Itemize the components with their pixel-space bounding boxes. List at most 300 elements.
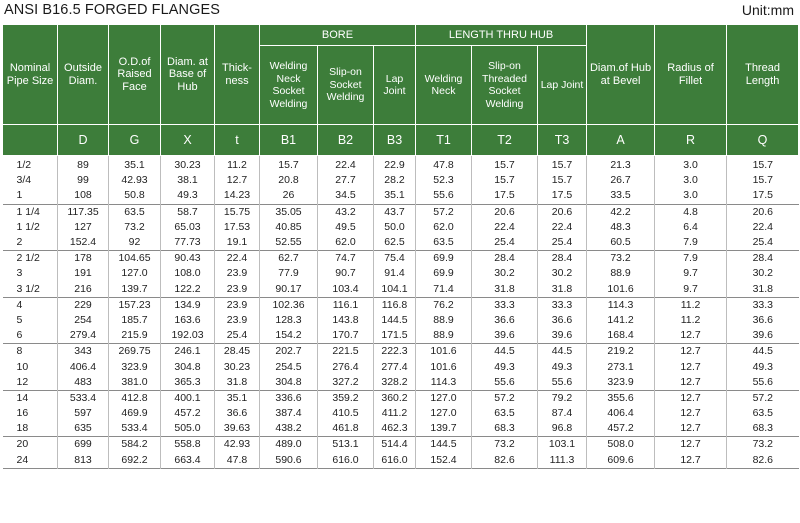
header-hub-lap-joint: Lap Joint [538, 46, 587, 125]
symbol-cell: X [161, 125, 215, 156]
symbol-cell: B2 [318, 125, 374, 156]
table-cell: 813 [58, 453, 109, 469]
pipe-size-cell: 12 [16, 375, 29, 388]
symbol-cell: R [655, 125, 727, 156]
table-row [3, 156, 799, 174]
table-body [3, 156, 799, 469]
symbol-cell: B3 [374, 125, 416, 156]
table-cell: 343 [58, 344, 109, 360]
pipe-size-cell: 16 [16, 407, 29, 420]
table-cell: 20.8 [260, 173, 318, 188]
table-cell: 28.2 [374, 173, 416, 188]
table-cell: 44.5 [727, 344, 799, 360]
table-cell: 73.2 [472, 437, 538, 453]
header-bore-lap-joint: Lap Joint [374, 46, 416, 125]
pipe-size-cell: 1 1/2 [16, 220, 40, 233]
table-cell: 15.7 [472, 173, 538, 188]
header-hub-bevel-diam: Diam.of Hub at Bevel [587, 25, 655, 125]
table-cell: 17.53 [215, 220, 260, 235]
header-thickness: Thick- ness [215, 25, 260, 125]
table-cell: 134.9 [161, 297, 215, 313]
table-cell: 144.5 [374, 313, 416, 328]
table-cell: 14.23 [215, 188, 260, 204]
pipe-size-cell: 18 [16, 422, 29, 435]
header-raised-face: O.D.of Raised Face [109, 25, 161, 125]
table-cell: 191 [58, 266, 109, 281]
table-cell: 304.8 [260, 375, 318, 391]
table-cell: 62.5 [374, 235, 416, 251]
pipe-size-cell: 20 [3, 437, 58, 453]
table-cell: 87.4 [538, 406, 587, 421]
table-cell: 152.4 [58, 235, 109, 251]
pipe-size-cell: 10 [16, 360, 29, 373]
pipe-size-cell: 3 1/2 [16, 282, 40, 295]
table-cell: 327.2 [318, 375, 374, 391]
header-bore-welding-neck: Welding Neck Socket Welding [260, 46, 318, 125]
table-cell: 26.7 [587, 173, 655, 188]
pipe-size-cell: 2 1/2 [3, 251, 58, 267]
table-cell: 42.93 [109, 173, 161, 188]
table-cell: 170.7 [318, 328, 374, 344]
table-cell: 108.0 [161, 266, 215, 281]
table-cell: 36.6 [472, 313, 538, 328]
pipe-size-cell: 8 [3, 344, 58, 360]
table-cell: 116.8 [374, 297, 416, 313]
table-row [3, 328, 799, 344]
table-cell: 139.7 [416, 421, 472, 437]
table-cell: 219.2 [587, 344, 655, 360]
table-cell: 22.4 [318, 156, 374, 174]
table-cell: 144.5 [416, 437, 472, 453]
table-cell: 178 [58, 251, 109, 267]
table-cell: 11.2 [655, 297, 727, 313]
table-cell: 31.8 [215, 375, 260, 391]
table-cell: 49.3 [161, 188, 215, 204]
table-cell: 28.4 [538, 251, 587, 267]
table-cell: 514.4 [374, 437, 416, 453]
table-cell: 63.5 [472, 406, 538, 421]
symbol-cell: B1 [260, 125, 318, 156]
table-cell: 21.3 [587, 156, 655, 174]
table-cell: 533.4 [109, 421, 161, 437]
table-cell: 12.7 [655, 437, 727, 453]
table-cell: 406.4 [587, 406, 655, 421]
table-cell: 277.4 [374, 359, 416, 374]
table-cell: 74.7 [318, 251, 374, 267]
table-cell: 152.4 [416, 453, 472, 469]
table-cell: 26 [260, 188, 318, 204]
table-cell: 154.2 [260, 328, 318, 344]
table-cell: 663.4 [161, 453, 215, 469]
table-cell: 25.4 [538, 235, 587, 251]
table-cell: 19.1 [215, 235, 260, 251]
table-cell: 122.2 [161, 282, 215, 298]
table-cell: 469.9 [109, 406, 161, 421]
table-cell: 30.23 [161, 156, 215, 174]
table-cell: 35.05 [260, 204, 318, 220]
table-cell: 31.8 [727, 282, 799, 298]
table-cell: 88.9 [416, 328, 472, 344]
table-cell: 73.2 [109, 220, 161, 235]
table-cell: 55.6 [416, 188, 472, 204]
table-cell: 127 [58, 220, 109, 235]
pipe-size-cell: 24 [16, 453, 29, 466]
table-cell: 36.6 [538, 313, 587, 328]
table-cell: 533.4 [58, 390, 109, 406]
table-cell: 99 [58, 173, 109, 188]
table-cell: 127.0 [109, 266, 161, 281]
table-cell: 31.8 [538, 282, 587, 298]
table-cell: 55.6 [538, 375, 587, 391]
table-cell: 692.2 [109, 453, 161, 469]
table-row [3, 375, 799, 391]
table-cell: 58.7 [161, 204, 215, 220]
pipe-size-cell: 6 [16, 329, 23, 342]
table-cell: 40.85 [260, 220, 318, 235]
table-cell: 143.8 [318, 313, 374, 328]
table-cell: 82.6 [727, 453, 799, 469]
table-cell: 42.2 [587, 204, 655, 220]
table-cell: 4.8 [655, 204, 727, 220]
table-cell: 49.3 [538, 359, 587, 374]
table-cell: 365.3 [161, 375, 215, 391]
table-cell: 35.1 [109, 156, 161, 174]
table-row [3, 344, 799, 360]
table-cell: 616.0 [318, 453, 374, 469]
table-cell: 116.1 [318, 297, 374, 313]
table-cell: 36.6 [727, 313, 799, 328]
table-cell: 9.7 [655, 282, 727, 298]
table-header [3, 25, 799, 156]
table-cell: 30.2 [472, 266, 538, 281]
table-cell: 359.2 [318, 390, 374, 406]
table-cell: 3.0 [655, 156, 727, 174]
table-cell: 30.2 [538, 266, 587, 281]
pipe-size-cell: 14 [3, 390, 58, 406]
symbol-cell: G [109, 125, 161, 156]
table-cell: 62.7 [260, 251, 318, 267]
table-cell: 114.3 [587, 297, 655, 313]
table-cell: 20.6 [472, 204, 538, 220]
header-outside-diam: Outside Diam. [58, 25, 109, 125]
table-cell: 221.5 [318, 344, 374, 360]
table-cell: 15.7 [727, 173, 799, 188]
table-cell: 108 [58, 188, 109, 204]
table-cell: 17.5 [538, 188, 587, 204]
table-cell: 254 [58, 313, 109, 328]
table-cell: 17.5 [727, 188, 799, 204]
table-cell: 360.2 [374, 390, 416, 406]
table-cell: 20.6 [538, 204, 587, 220]
table-cell: 22.4 [215, 251, 260, 267]
header-hub-slip-on: Slip-on Threaded Socket Welding [472, 46, 538, 125]
table-cell: 328.2 [374, 375, 416, 391]
table-cell: 22.9 [374, 156, 416, 174]
table-cell: 11.2 [655, 313, 727, 328]
table-cell: 25.4 [215, 328, 260, 344]
table-cell: 88.9 [416, 313, 472, 328]
table-cell: 33.3 [727, 297, 799, 313]
table-cell: 31.8 [472, 282, 538, 298]
table-cell: 336.6 [260, 390, 318, 406]
header-group-bore: BORE [260, 25, 416, 46]
table-cell: 82.6 [472, 453, 538, 469]
table-cell: 76.2 [416, 297, 472, 313]
table-cell: 12.7 [655, 390, 727, 406]
table-cell: 216 [58, 282, 109, 298]
table-cell: 279.4 [58, 328, 109, 344]
table-cell: 52.55 [260, 235, 318, 251]
table-cell: 127.0 [416, 406, 472, 421]
table-cell: 323.9 [109, 359, 161, 374]
table-cell: 15.7 [727, 156, 799, 174]
table-cell: 50.0 [374, 220, 416, 235]
table-cell: 323.9 [587, 375, 655, 391]
table-cell: 44.5 [472, 344, 538, 360]
symbol-cell: t [215, 125, 260, 156]
pipe-size-cell: 3/4 [16, 174, 32, 187]
table-row [3, 313, 799, 328]
table-cell: 590.6 [260, 453, 318, 469]
table-cell: 273.1 [587, 359, 655, 374]
table-cell: 22.4 [538, 220, 587, 235]
table-cell: 406.4 [58, 359, 109, 374]
table-cell: 25.4 [472, 235, 538, 251]
table-row [3, 406, 799, 421]
table-cell: 39.6 [538, 328, 587, 344]
table-cell: 22.4 [472, 220, 538, 235]
table-row [3, 359, 799, 374]
table-cell: 276.4 [318, 359, 374, 374]
table-cell: 75.4 [374, 251, 416, 267]
table-cell: 47.8 [215, 453, 260, 469]
symbol-cell: Q [727, 125, 799, 156]
table-cell: 410.5 [318, 406, 374, 421]
table-cell: 22.4 [727, 220, 799, 235]
table-cell: 101.6 [416, 344, 472, 360]
table-cell: 38.1 [161, 173, 215, 188]
table-cell: 229 [58, 297, 109, 313]
symbol-cell: A [587, 125, 655, 156]
table-cell: 128.3 [260, 313, 318, 328]
table-cell: 57.2 [416, 204, 472, 220]
table-row [3, 453, 799, 469]
pipe-size-cell: 1 [16, 189, 23, 202]
table-cell: 12.7 [655, 421, 727, 437]
table-cell: 609.6 [587, 453, 655, 469]
table-cell: 88.9 [587, 266, 655, 281]
table-cell: 62.0 [416, 220, 472, 235]
table-cell: 387.4 [260, 406, 318, 421]
table-cell: 117.35 [58, 204, 109, 220]
table-cell: 42.93 [215, 437, 260, 453]
table-cell: 23.9 [215, 297, 260, 313]
table-cell: 73.2 [727, 437, 799, 453]
table-cell: 23.9 [215, 313, 260, 328]
table-row [3, 282, 799, 298]
header-thread-length: Thread Length [727, 25, 799, 125]
table-cell: 55.6 [472, 375, 538, 391]
table-cell: 63.5 [727, 406, 799, 421]
table-cell: 457.2 [161, 406, 215, 421]
table-cell: 202.7 [260, 344, 318, 360]
pipe-size-cell: 5 [16, 313, 23, 326]
table-cell: 171.5 [374, 328, 416, 344]
table-cell: 77.73 [161, 235, 215, 251]
table-cell: 508.0 [587, 437, 655, 453]
table-cell: 63.5 [109, 204, 161, 220]
table-cell: 304.8 [161, 359, 215, 374]
symbol-row [3, 125, 799, 156]
table-cell: 111.3 [538, 453, 587, 469]
table-cell: 104.65 [109, 251, 161, 267]
table-cell: 222.3 [374, 344, 416, 360]
table-cell: 15.7 [538, 156, 587, 174]
table-cell: 35.1 [215, 390, 260, 406]
table-cell: 6.4 [655, 220, 727, 235]
table-cell: 49.5 [318, 220, 374, 235]
table-cell: 15.75 [215, 204, 260, 220]
table-cell: 63.5 [416, 235, 472, 251]
header-fillet-radius: Radius of Fillet [655, 25, 727, 125]
title-bar [0, 0, 800, 24]
page-title: ANSI B16.5 FORGED FLANGES [4, 2, 221, 18]
table-cell: 462.3 [374, 421, 416, 437]
table-cell: 50.8 [109, 188, 161, 204]
table-cell: 43.7 [374, 204, 416, 220]
table-cell: 79.2 [538, 390, 587, 406]
pipe-size-cell: 1 1/4 [3, 204, 58, 220]
header-hub-base-diam: Diam. at Base of Hub [161, 25, 215, 125]
table-cell: 192.03 [161, 328, 215, 344]
symbol-cell: T2 [472, 125, 538, 156]
table-cell: 457.2 [587, 421, 655, 437]
table-cell: 11.2 [215, 156, 260, 174]
table-cell: 185.7 [109, 313, 161, 328]
table-cell: 7.9 [655, 251, 727, 267]
table-row [3, 421, 799, 437]
table-cell: 23.9 [215, 282, 260, 298]
table-cell: 141.2 [587, 313, 655, 328]
table-cell: 101.6 [416, 359, 472, 374]
table-cell: 28.45 [215, 344, 260, 360]
table-cell: 381.0 [109, 375, 161, 391]
table-row [3, 251, 799, 267]
table-cell: 15.7 [538, 173, 587, 188]
table-cell: 400.1 [161, 390, 215, 406]
table-cell: 3.0 [655, 188, 727, 204]
table-cell: 27.7 [318, 173, 374, 188]
symbol-cell-empty [3, 125, 58, 156]
table-cell: 96.8 [538, 421, 587, 437]
table-cell: 39.6 [472, 328, 538, 344]
table-cell: 65.03 [161, 220, 215, 235]
table-cell: 114.3 [416, 375, 472, 391]
table-cell: 7.9 [655, 235, 727, 251]
header-hub-welding-neck: Welding Neck [416, 46, 472, 125]
table-cell: 15.7 [472, 156, 538, 174]
table-row [3, 220, 799, 235]
table-cell: 68.3 [472, 421, 538, 437]
table-cell: 34.5 [318, 188, 374, 204]
header-bore-slip-on: Slip-on Socket Welding [318, 46, 374, 125]
table-cell: 355.6 [587, 390, 655, 406]
table-cell: 30.23 [215, 359, 260, 374]
table-cell: 12.7 [655, 328, 727, 344]
table-cell: 73.2 [587, 251, 655, 267]
table-cell: 558.8 [161, 437, 215, 453]
table-row [3, 297, 799, 313]
table-cell: 104.1 [374, 282, 416, 298]
table-cell: 412.8 [109, 390, 161, 406]
pipe-size-cell: 1/2 [16, 159, 32, 172]
flange-table [2, 24, 799, 469]
table-cell: 699 [58, 437, 109, 453]
table-cell: 483 [58, 375, 109, 391]
table-cell: 69.9 [416, 251, 472, 267]
table-cell: 28.4 [727, 251, 799, 267]
table-row [3, 204, 799, 220]
header-nominal-pipe-size: Nominal Pipe Size [3, 25, 58, 125]
table-cell: 103.4 [318, 282, 374, 298]
table-cell: 25.4 [727, 235, 799, 251]
table-cell: 20.6 [727, 204, 799, 220]
table-row [3, 188, 799, 204]
header-group-length-thru-hub: LENGTH THRU HUB [416, 25, 587, 46]
table-row [3, 173, 799, 188]
table-cell: 461.8 [318, 421, 374, 437]
table-cell: 90.17 [260, 282, 318, 298]
table-cell: 246.1 [161, 344, 215, 360]
pipe-size-cell: 3 [16, 267, 23, 280]
table-cell: 49.3 [727, 359, 799, 374]
table-cell: 254.5 [260, 359, 318, 374]
table-row [3, 266, 799, 281]
table-cell: 55.6 [727, 375, 799, 391]
table-cell: 68.3 [727, 421, 799, 437]
table-cell: 92 [109, 235, 161, 251]
table-cell: 52.3 [416, 173, 472, 188]
table-cell: 36.6 [215, 406, 260, 421]
table-cell: 17.5 [472, 188, 538, 204]
table-cell: 584.2 [109, 437, 161, 453]
table-cell: 90.43 [161, 251, 215, 267]
pipe-size-cell: 4 [3, 297, 58, 313]
table-cell: 33.3 [472, 297, 538, 313]
table-cell: 438.2 [260, 421, 318, 437]
table-cell: 139.7 [109, 282, 161, 298]
table-cell: 102.36 [260, 297, 318, 313]
table-cell: 168.4 [587, 328, 655, 344]
table-cell: 101.6 [587, 282, 655, 298]
table-cell: 12.7 [655, 406, 727, 421]
symbol-cell: T3 [538, 125, 587, 156]
table-cell: 47.8 [416, 156, 472, 174]
table-cell: 43.2 [318, 204, 374, 220]
unit-label: Unit:mm [741, 2, 794, 18]
table-cell: 15.7 [260, 156, 318, 174]
table-cell: 103.1 [538, 437, 587, 453]
table-cell: 157.23 [109, 297, 161, 313]
table-cell: 77.9 [260, 266, 318, 281]
table-cell: 635 [58, 421, 109, 437]
table-cell: 39.63 [215, 421, 260, 437]
table-cell: 597 [58, 406, 109, 421]
pipe-size-cell: 2 [16, 236, 23, 249]
table-cell: 90.7 [318, 266, 374, 281]
table-cell: 163.6 [161, 313, 215, 328]
table-cell: 33.5 [587, 188, 655, 204]
